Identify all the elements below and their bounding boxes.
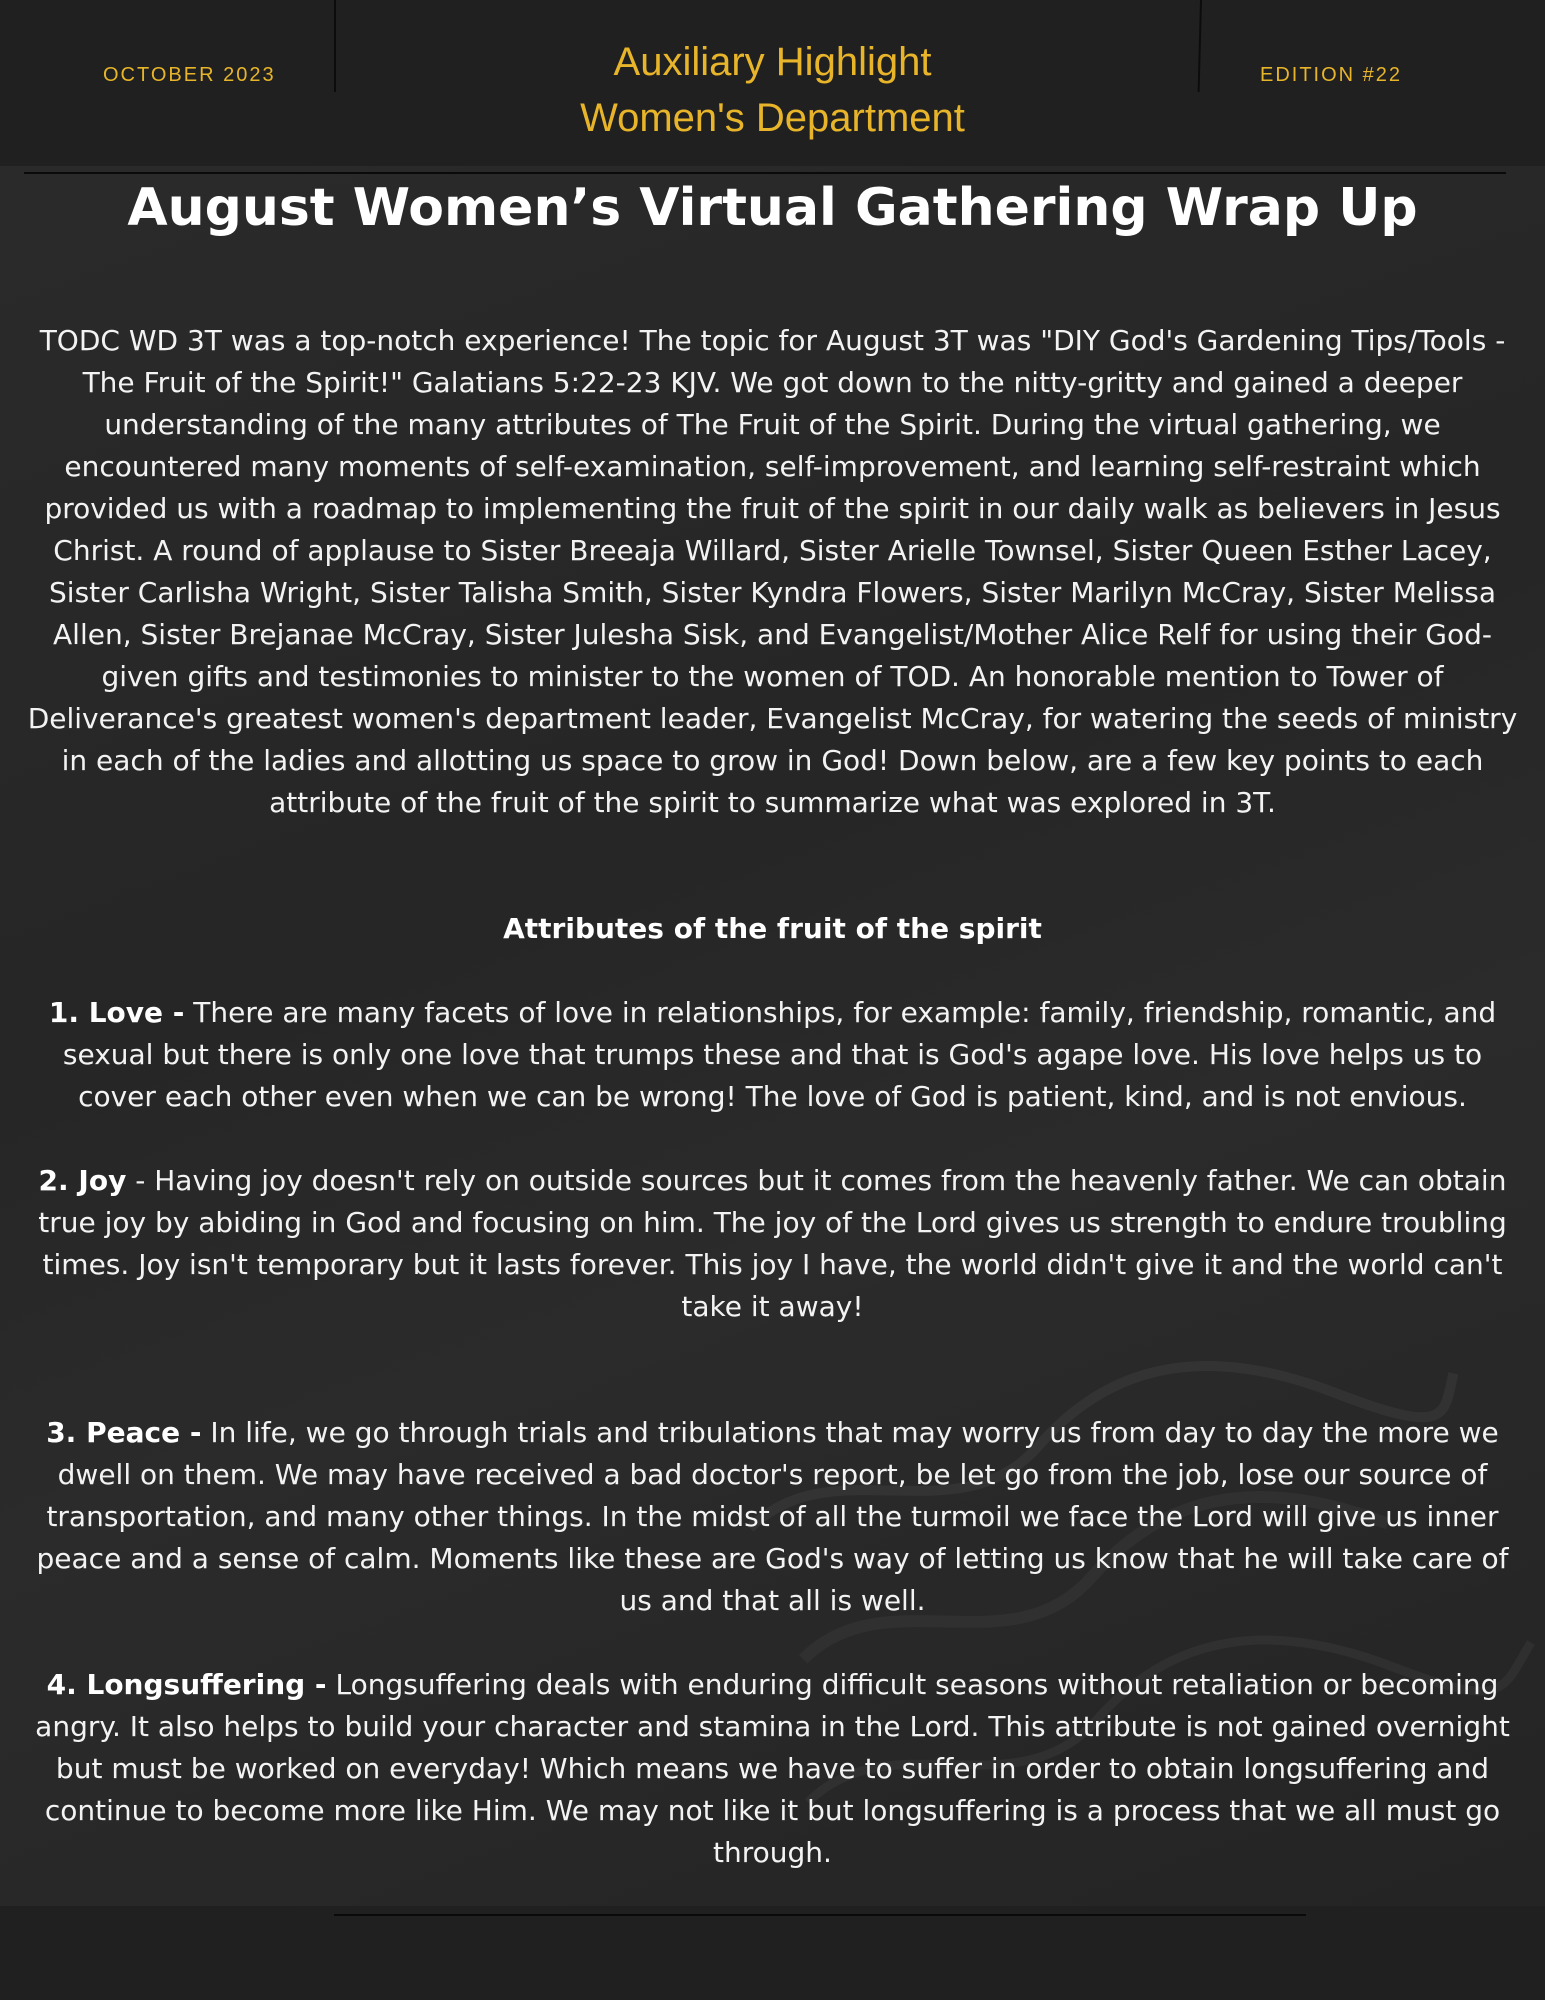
attribute-label: 3. Peace -: [46, 1416, 202, 1449]
footer-band: [0, 1906, 1545, 2000]
attribute-joy: [22, 1160, 1523, 1328]
attribute-label: 2. Joy: [38, 1164, 127, 1197]
section-heading-text: Attributes of the fruit of the spirit: [503, 912, 1042, 945]
attribute-text: In life, we go through trials and tribulations that may worry us from day to day the more we dwell on them. We may have received a bad doctor's report, be let go from the job, lose our source of transportation, and many other things. In the midst of all the turmoil we face the Lord will give us inner peace and a sense of calm. Moments like these are God's way of letting us know that he will take care of us and that all is well.: [36, 1416, 1509, 1617]
attribute-peace: [22, 1412, 1523, 1622]
attribute-label: 4. Longsuffering -: [46, 1668, 327, 1701]
intro-paragraph: TODC WD 3T was a top-notch experience! The topic for August 3T was "DIY God's Gardening Tips/Tools - The Fruit of the Spirit!" Galatians 5:22-23 KJV. We got down to the nitty-gritty and gained a deeper understanding of the many attributes of The Fruit of the Spirit. During the virtual gathering, we encountered many moments of self-examination, self-improvement, and learning self-restraint which provided us with a roadmap to implementing the fruit of the spirit in our daily walk as believers in Jesus Christ. A round of applause to Sister Breeaja Willard, Sister Arielle Townsel, Sister Queen Esther Lacey, Sister Carlisha Wright, Sister Talisha Smith, Sister Kyndra Flowers, Sister Marilyn McCray, Sister Melissa Allen, Sister Brejanae McCray, Sister Julesha Sisk, and Evangelist/Mother Alice Relf for using their God-given gifts and testimonies to minister to the women of TOD. An honorable mention to Tower of Deliverance's greatest women's department leader, Evangelist McCray, for watering the seeds of ministry in each of the ladies and allotting us space to grow in God! Down below, are a few key points to each attribute of the fruit of the spirit to summarize what was explored in 3T.: [27, 324, 1518, 819]
header-title: Auxiliary Highlight: [613, 40, 932, 84]
attribute-love: [22, 992, 1523, 1118]
article-title: August Women’s Virtual Gathering Wrap Up: [127, 178, 1418, 238]
issue-date: OCTOBER 2023: [103, 64, 276, 86]
attribute-label: 1. Love -: [48, 996, 185, 1029]
attribute-text: There are many facets of love in relationships, for example: family, friendship, romantic, and sexual but there is only one love that trumps these and that is God's agape love. His love helps us to cover each other even when we can be wrong! The love of God is patient, kind, and is not envious.: [62, 996, 1497, 1113]
footer-rule: [334, 1914, 1306, 1916]
attribute-text: - Having joy doesn't rely on outside sources but it comes from the heavenly father. We can obtain true joy by abiding in God and focusing on him. The joy of the Lord gives us strength to endure troubling times. Joy isn't temporary but it lasts forever. This joy I have, the world didn't give it and the world can't take it away!: [38, 1164, 1507, 1323]
section-heading: [22, 908, 1523, 950]
attribute-longsuffering: [22, 1664, 1523, 1874]
header-rule: [24, 172, 1506, 174]
attribute-text: Longsuffering deals with enduring difficult seasons without retaliation or becoming angry. It also helps to build your character and stamina in the Lord. This attribute is not gained overnight but must be worked on everyday! Which means we have to suffer in order to obtain longsuffering and continue to become more like Him. We may not like it but longsuffering is a process that we all must go through.: [35, 1668, 1510, 1869]
header-subtitle: Women's Department: [580, 96, 965, 140]
edition-number: EDITION #22: [1260, 64, 1403, 86]
newsletter-header: [0, 0, 1545, 166]
